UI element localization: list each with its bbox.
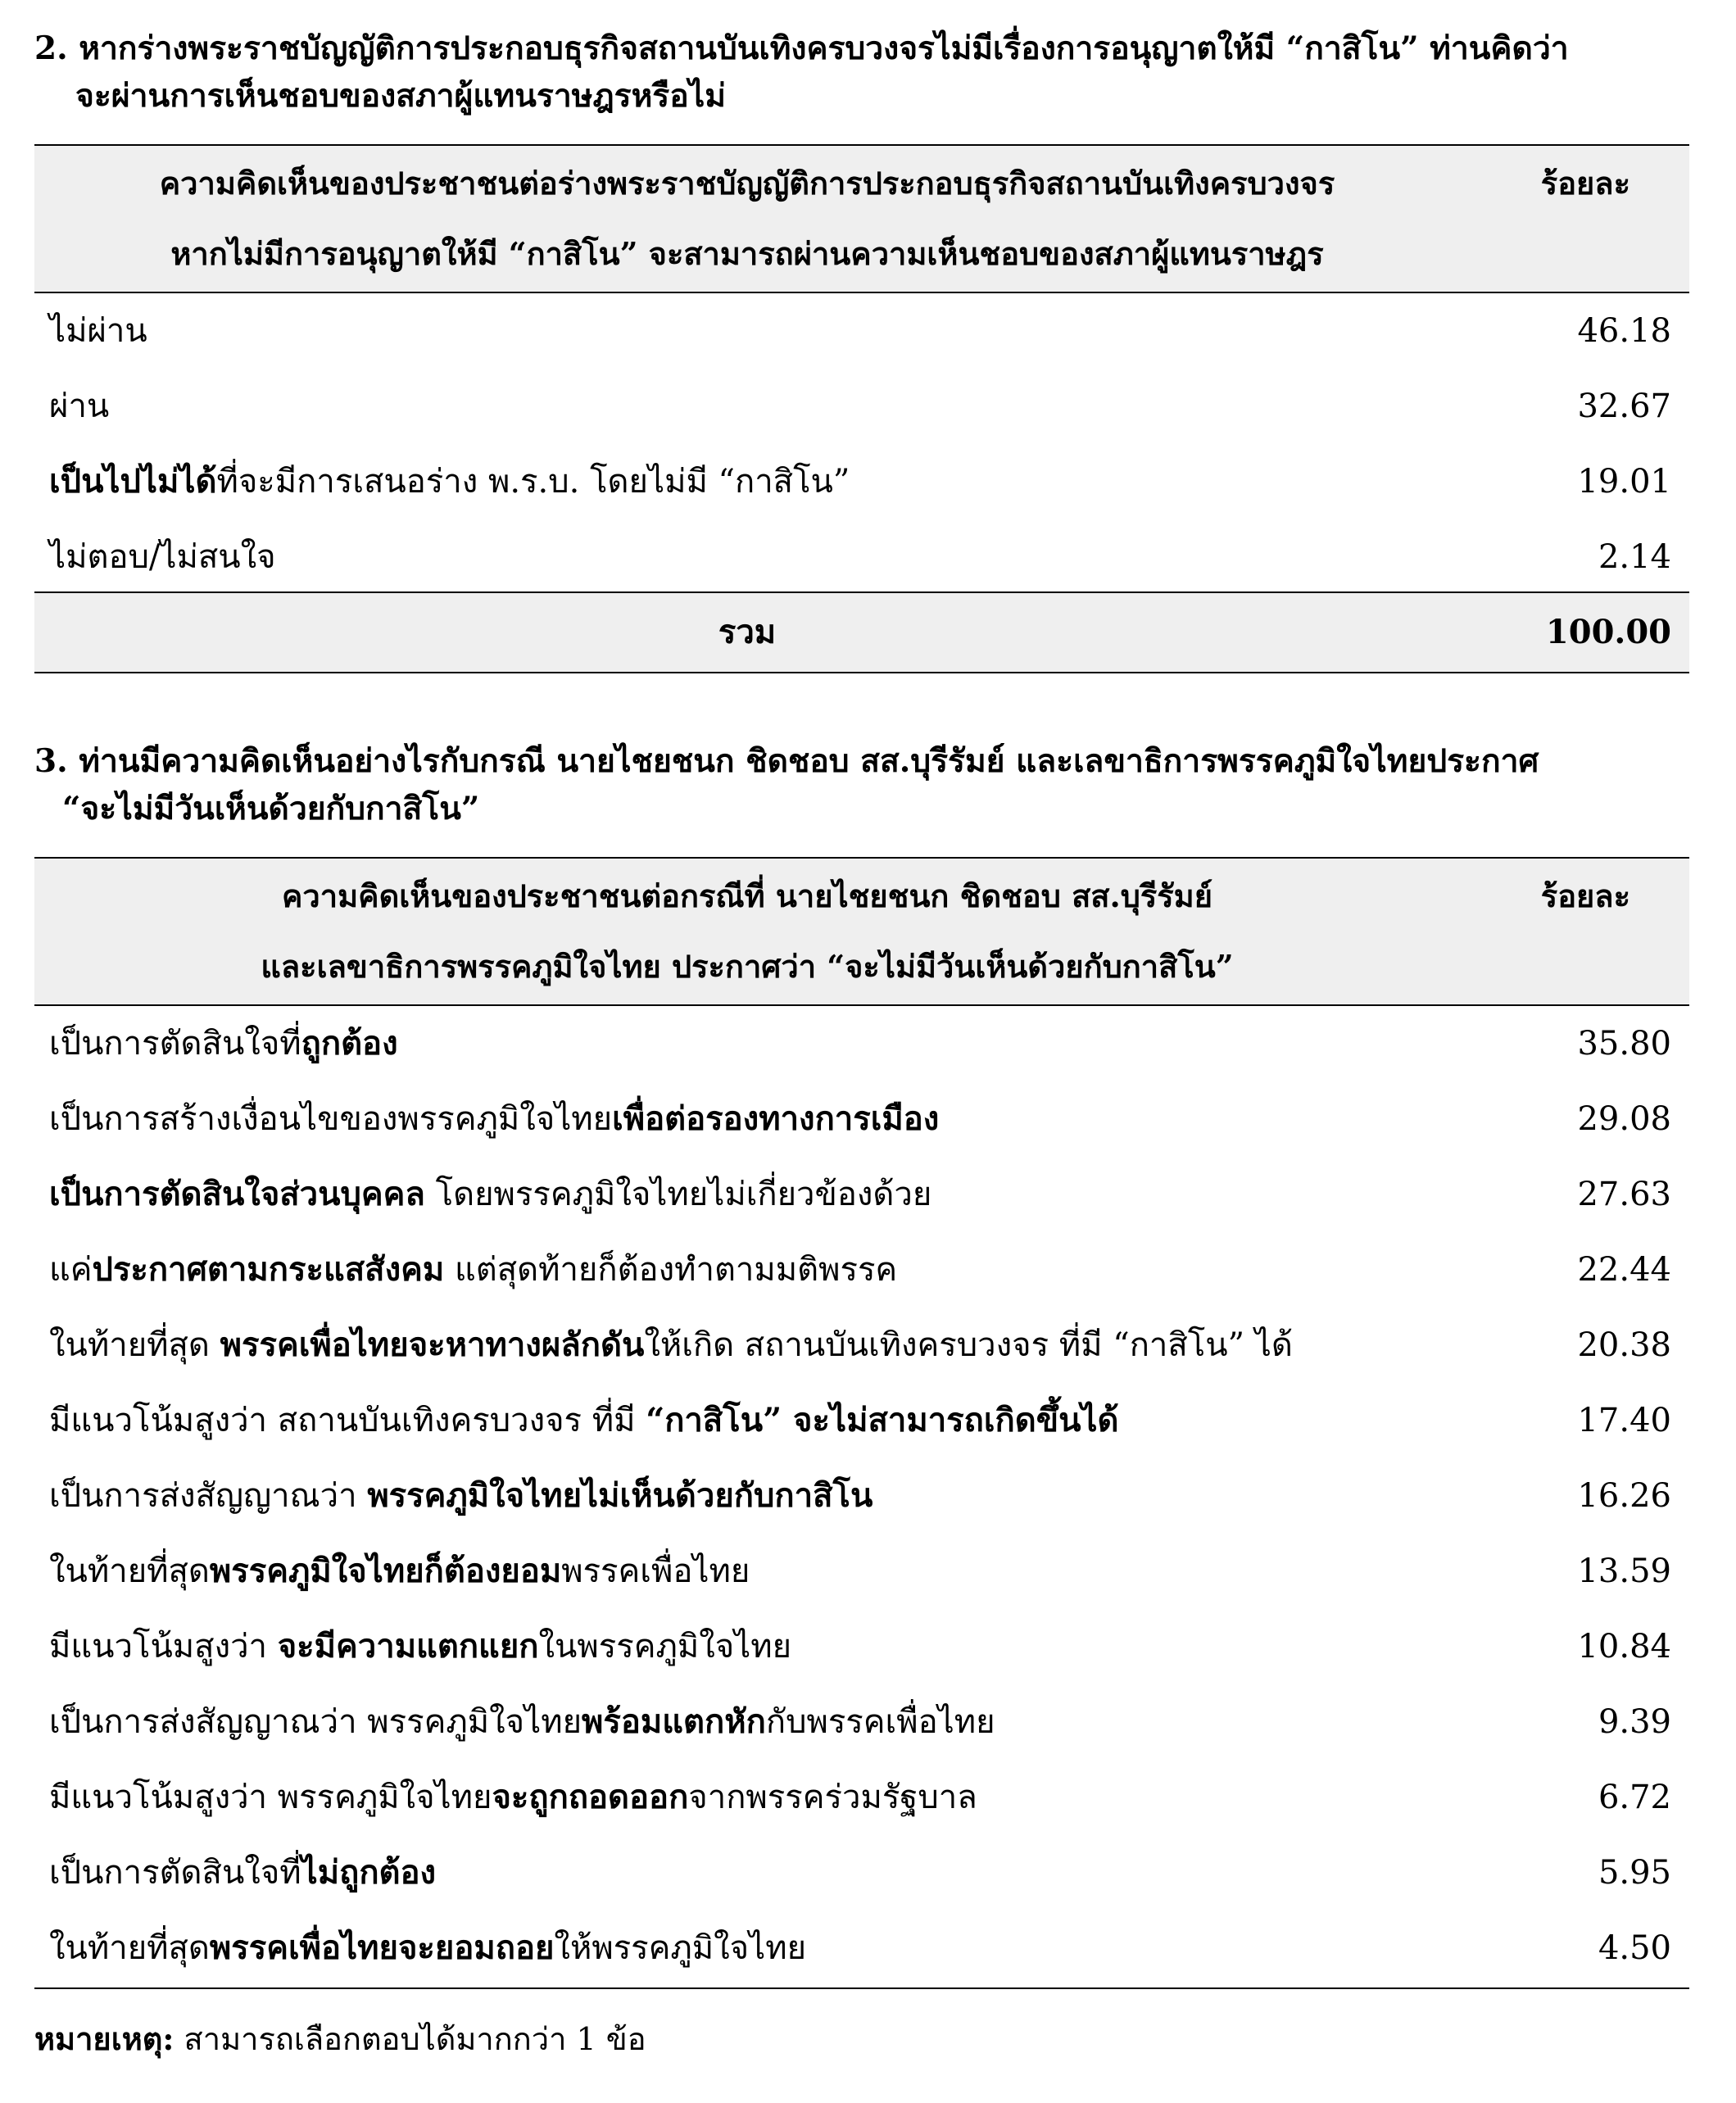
row-label: เป็นการตัดสินใจที่ถูกต้อง [49,1024,398,1063]
q2-header-line1: ความคิดเห็นของประชาชนต่อร่างพระราชบัญญัติการประกอบธุรกิจสถานบันเทิงครบวงจร [159,165,1335,202]
q3-table [34,857,1689,1967]
q2-table-header [34,144,1689,293]
row-label: มีแนวโน้มสูงว่า สถานบันเทิงครบวงจร ที่มี “กาสิโน” จะไม่สามารถเกิดขึ้นได้ [49,1401,1119,1439]
footnote-label: หมายเหตุ: [34,2020,175,2057]
row-value: 46.18 [1577,312,1671,350]
table-row [34,1232,1689,1308]
q3-header-line1: ความคิดเห็นของประชาชนต่อกรณีที่ นายไชยชนก ชิดชอบ สส.บุรีรัมย์ [282,877,1212,914]
row-value: 9.39 [1598,1703,1671,1741]
table-row [34,1534,1689,1609]
row-value: 32.67 [1577,388,1671,425]
table-row [34,1684,1689,1760]
table-row [34,1910,1689,1986]
q3-table-header [34,857,1689,1006]
row-value: 16.26 [1577,1477,1671,1515]
table-row [34,1157,1689,1232]
table-row [34,1383,1689,1458]
q3-header-percent: ร้อยละ [1540,877,1630,914]
row-value: 35.80 [1577,1025,1671,1063]
row-value: 27.63 [1577,1176,1671,1213]
q3-header-line2: และเลขาธิการพรรคภูมิใจไทย ประกาศว่า “จะไม่มีวันเห็นด้วยกับกาสิโน” [261,948,1234,985]
q3-title-line1: 3. ท่านมีความคิดเห็นอย่างไรกับกรณี นายไชยชนก ชิดชอบ สส.บุรีรัมย์ และเลขาธิการพรรคภูมิใจไทยประกาศ [34,742,1539,780]
q2-title-line2: จะผ่านการเห็นชอบของสภาผู้แทนราษฎรหรือไม่ [75,77,726,115]
footnote-text: สามารถเลือกตอบได้มากกว่า 1 ข้อ [174,2021,646,2057]
row-label: เป็นการตัดสินใจส่วนบุคคล โดยพรรคภูมิใจไทยไม่เกี่ยวข้องด้วย [49,1175,932,1213]
row-value: 13.59 [1577,1552,1671,1590]
q3-table-bottom-rule [34,1987,1689,1989]
row-label: เป็นการส่งสัญญาณว่า พรรคภูมิใจไทยพร้อมแตกหักกับพรรคเพื่อไทย [49,1702,995,1741]
row-value: 17.40 [1577,1402,1671,1439]
row-label: เป็นไปไม่ได้ที่จะมีการเสนอร่าง พ.ร.บ. โดยไม่มี “กาสิโน” [49,462,850,501]
table-row [34,293,1689,369]
table-row [34,1760,1689,1835]
row-label: มีแนวโน้มสูงว่า พรรคภูมิใจไทยจะถูกถอดออกจากพรรคร่วมรัฐบาล [49,1778,977,1816]
total-label: รวม [718,613,777,651]
total-value: 100.00 [1545,613,1671,651]
q2-rows [34,293,1689,595]
table-row [34,1458,1689,1534]
row-label: มีแนวโน้มสูงว่า จะมีความแตกแยกในพรรคภูมิใจไทย [49,1627,792,1666]
row-label: ในท้ายที่สุดพรรคเพื่อไทยจะยอมถอยให้พรรคภูมิใจไทย [49,1929,807,1967]
row-label: เป็นการส่งสัญญาณว่า พรรคภูมิใจไทยไม่เห็นด้วยกับกาสิโน [49,1476,873,1515]
table-row [34,519,1689,595]
table-row [34,1006,1689,1081]
q2-header-percent: ร้อยละ [1540,165,1630,202]
row-label: เป็นการตัดสินใจที่ไม่ถูกต้อง [49,1853,437,1892]
q2-title-line1: 2. หากร่างพระราชบัญญัติการประกอบธุรกิจสถานบันเทิงครบวงจรไม่มีเรื่องการอนุญาตให้มี “กาสิโน” ท่านคิดว่า [34,29,1569,67]
row-label: ผ่าน [49,388,110,425]
q2-title [34,25,1706,120]
q3-title [34,737,1706,832]
table-row [34,1835,1689,1910]
row-value: 20.38 [1577,1326,1671,1364]
q2-header-line2: หากไม่มีการอนุญาตให้มี “กาสิโน” จะสามารถผ่านความเห็นชอบของสภาผู้แทนราษฎร [170,235,1324,272]
q3-title-line2: “จะไม่มีวันเห็นด้วยกับกาสิโน” [62,790,480,827]
q2-total-row [34,591,1689,673]
row-value: 29.08 [1577,1100,1671,1138]
table-row [34,1609,1689,1684]
row-value: 10.84 [1577,1628,1671,1666]
row-value: 4.50 [1598,1929,1671,1967]
row-label: ไม่ผ่าน [49,312,147,350]
row-label: ไม่ตอบ/ไม่สนใจ [49,538,276,576]
table-row [34,369,1689,444]
q2-table [34,144,1689,651]
footnote [34,2014,646,2064]
row-value: 2.14 [1598,538,1671,576]
table-row [34,1081,1689,1157]
row-value: 6.72 [1598,1779,1671,1816]
q3-rows [34,1006,1689,1986]
row-value: 19.01 [1577,463,1671,501]
row-label: เป็นการสร้างเงื่อนไขของพรรคภูมิใจไทยเพื่อต่อรองทางการเมือง [49,1099,940,1138]
table-row [34,1308,1689,1383]
row-value: 22.44 [1577,1251,1671,1289]
row-label: ในท้ายที่สุด พรรคเพื่อไทยจะหาทางผลักดันให้เกิด สถานบันเทิงครบวงจร ที่มี “กาสิโน” ได้ [49,1326,1293,1364]
row-value: 5.95 [1598,1854,1671,1892]
row-label: ในท้ายที่สุดพรรคภูมิใจไทยก็ต้องยอมพรรคเพื่อไทย [49,1552,750,1590]
table-row [34,444,1689,519]
row-label: แค่ประกาศตามกระแสสังคม แต่สุดท้ายก็ต้องทำตามมติพรรค [49,1250,898,1289]
